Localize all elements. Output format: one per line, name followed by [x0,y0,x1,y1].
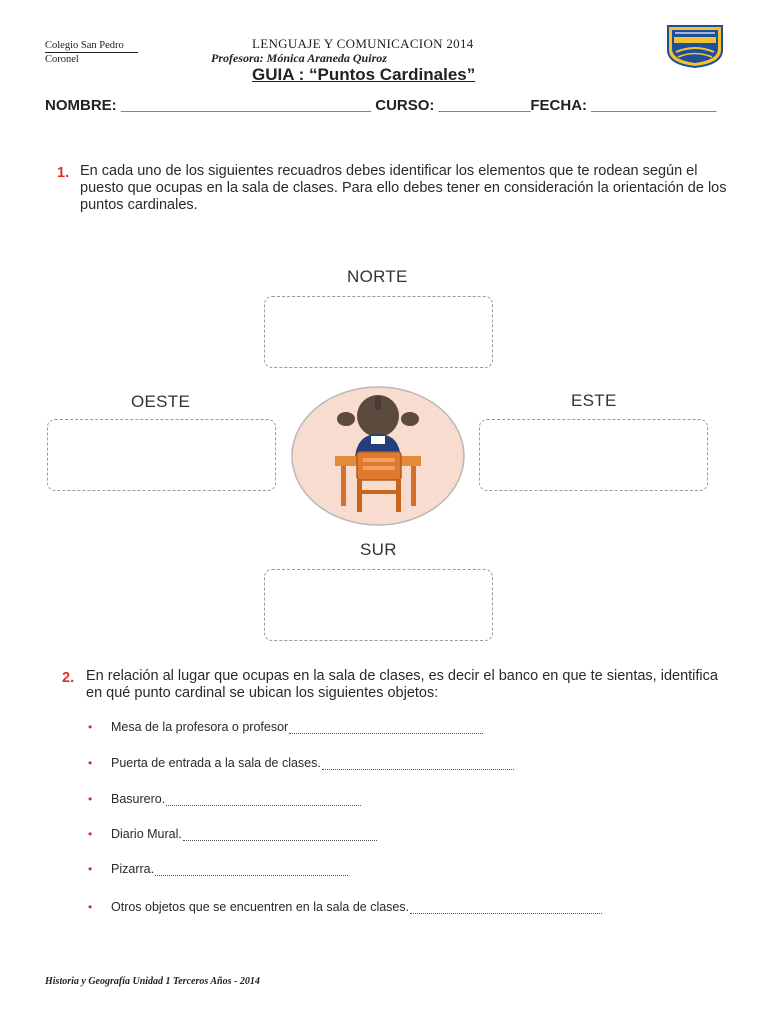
question-2-text: En relación al lugar que ocupas en la sala de clases, es decir el banco en que te sientas, identifica en qué punto cardinal se ubican los siguientes objetos: [86,668,718,701]
question-1-number: 1. [57,165,70,181]
list-item [88,900,602,914]
item-label: Basurero. [111,792,166,806]
item-label: Pizarra. [111,862,155,876]
answer-line[interactable] [322,760,514,770]
answer-line[interactable] [289,724,483,734]
answer-line[interactable] [410,904,602,914]
north-answer-box[interactable] [264,296,493,368]
bullet-icon: • [88,827,93,841]
label-west: OESTE [131,392,191,411]
item-label: Diario Mural. [111,827,182,841]
page-footer: Historia y Geografía Unidad 1 Terceros Años - 2014 [45,976,260,987]
list-item [88,827,377,841]
south-answer-box[interactable] [264,569,493,641]
west-answer-box[interactable] [47,419,276,491]
list-item [88,792,361,806]
answer-line[interactable] [155,866,348,876]
item-label: Otros objetos que se encuentren en la sala de clases. [111,900,410,914]
school-name [45,39,138,66]
list-item [88,720,483,734]
list-item [88,756,514,770]
subject-heading: LENGUAJE Y COMUNICACION 2014 [252,36,474,51]
answer-line[interactable] [166,796,361,806]
school-city: Coronel [45,54,79,65]
answer-line[interactable] [183,831,377,841]
east-answer-box[interactable] [479,419,708,491]
list-item [88,862,348,876]
student-info-line: NOMBRE: ______________________________ CURSO: ___________FECHA: _______________ [45,97,717,114]
label-east: ESTE [571,391,617,410]
teacher-name: Profesora: Mónica Araneda Quiroz [211,51,387,65]
bullet-icon: • [88,900,93,914]
label-south: SUR [360,540,397,559]
bullet-icon: • [88,862,93,876]
bullet-icon: • [88,756,93,770]
school-crest-icon [666,24,724,68]
bullet-icon: • [88,720,93,734]
question-2-number: 2. [62,670,75,686]
label-north: NORTE [347,267,408,286]
school-name-line1: Colegio San Pedro [45,39,138,53]
bullet-icon: • [88,792,93,806]
student-at-desk-illustration [291,386,465,526]
item-label: Puerta de entrada a la sala de clases. [111,756,321,770]
item-label: Mesa de la profesora o profesor [111,720,289,734]
question-1-text: En cada uno de los siguientes recuadros debes identificar los elementos que te rodean según el puesto que ocupas en la sala de clases. Para ello debes tener en consideración la orientación de los puntos cardinales. [80,163,727,213]
page-title: GUIA : “Puntos Cardinales” [252,65,476,84]
